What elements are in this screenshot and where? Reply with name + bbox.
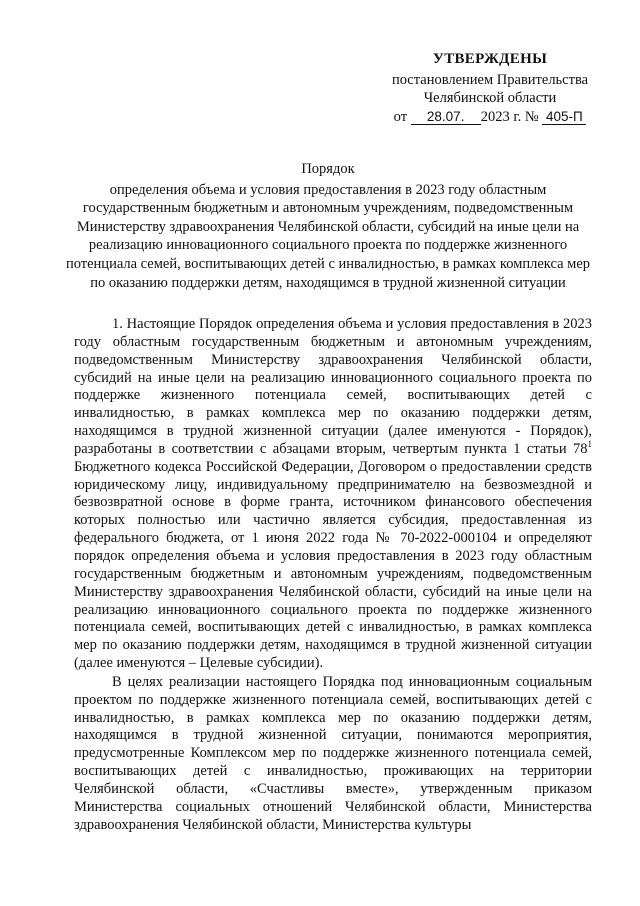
- paragraph-1-text-b: Бюджетного кодекса Российской Федерации, Договором о предоставлении средств юридическому лицу, индивидуальному предпринимателю на безвозмездной и безвозвратной основе в форме гранта, источником финансового обеспечения которых полностью или частично является субсидия, предоставленная из федерального бюджета, от 1 июня 2022 года № 70-2022-000104 и определяют порядок определения объема и условия предоставления в 2023 году областным государственным бюджетным и автономным учреждениям, подведомственным Министерству здравоохранения Челябинской области, субсидий на иные цели на реализацию инновационного социального проекта по поддержке жизненного потенциала семей, воспитывающих детей с инвалидностью, в рамках комплекса мер по оказанию поддержки детям, находящимся в трудной жизненной ситуации (далее именуются – Целевые субсидии).: [74, 458, 592, 672]
- approval-line-government: постановлением Правительства: [391, 71, 589, 88]
- document-body: [74, 316, 592, 834]
- approval-line-region: Челябинской области: [423, 90, 557, 106]
- document-title: [64, 160, 592, 292]
- approval-date-value: 28.07.: [411, 109, 481, 125]
- date-prefix: от: [393, 108, 408, 125]
- title-heading: Порядок: [301, 161, 355, 177]
- paragraph-2: В целях реализации настоящего Порядка под инновационным социальным проектом по поддержке жизненного потенциала семей, воспитывающих детей с инвалидностью, в рамках комплекса мер по оказанию поддержки детям, находящимся в трудной жизненной ситуации, понимаются мероприятия, предусмотренные Комплексом мер по поддержке жизненного потенциала семей, воспитывающих детей с инвалидностью, проживающих на территории Челябинской области, «Счастливы вместе», утвержденным приказом Министерства социальных отношений Челябинской области, Министерства здравоохранения Челябинской области, Министерства культуры: [74, 673, 592, 833]
- approval-year-text: 2023 г. №: [480, 108, 539, 125]
- paragraph-1-text-a: 1. Настоящие Порядок определения объема и условия предоставления в 2023 году областным государственным бюджетным и автономным учреждениям, подведомственным Министерству здравоохранения Челябинской области, субсидий на иные цели на реализацию инновационного социального проекта по поддержке жизненного потенциала семей, воспитывающих детей с инвалидностью, в рамках комплекса мер по оказанию поддержки детям, находящимся в трудной жизненной ситуации (далее именуются - Порядок), разработаны в соответствии с абзацами вторым, четвертым пункта 1 статьи 78: [74, 316, 592, 457]
- paragraph-1: [74, 316, 592, 673]
- title-text: определения объема и условия предоставления в 2023 году областным государственным бюджетным и автономным учреждениям, подведомственным Министерству здравоохранения Челябинской области, субсидий на иные цели на реализацию инновационного социального проекта по поддержке жизненного потенциала семей, воспитывающих детей с инвалидностью, в рамках комплекса мер по оказанию поддержки детям, находящимся в трудной жизненной ситуации: [65, 181, 591, 291]
- approval-heading: УТВЕРЖДЕНЫ: [432, 51, 548, 67]
- approval-number-value: 405-П: [542, 109, 586, 125]
- approval-date-line: [380, 108, 600, 127]
- approval-stamp: [380, 50, 600, 126]
- superscript-marker: 1: [587, 439, 592, 450]
